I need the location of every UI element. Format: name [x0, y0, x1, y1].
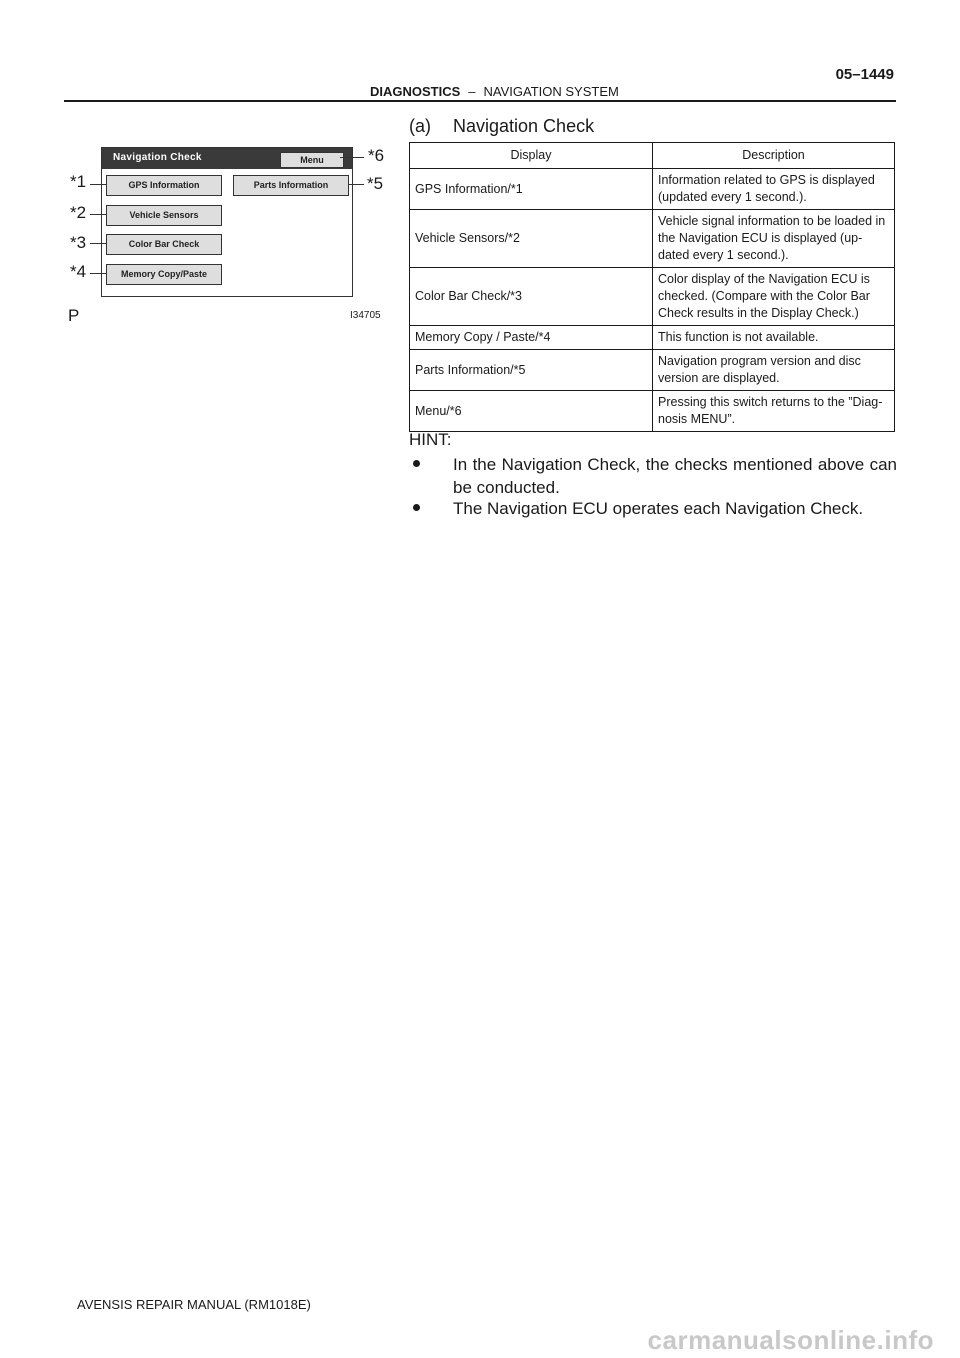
callout-3-leader	[90, 243, 106, 244]
table-cell-description: Pressing this switch returns to the ”Diag- nosis MENU”.	[653, 391, 895, 432]
navigation-check-table	[409, 142, 895, 432]
figure-corner-label: P	[68, 306, 80, 325]
table-cell-description: Navigation program version and disc version are displayed.	[653, 350, 895, 391]
gps-information-button[interactable]: GPS Information	[106, 175, 222, 196]
hint-label: HINT:	[409, 430, 452, 449]
bullet-icon	[413, 460, 420, 467]
table-cell-description: Color display of the Navigation ECU is checked. (Compare with the Color Bar Check results in the Display Check.)	[653, 268, 895, 326]
table-header-description: Description	[653, 143, 895, 169]
section-title-text: Navigation Check	[453, 116, 595, 136]
callout-3: *3	[70, 233, 87, 252]
nav-screen	[101, 147, 353, 297]
table-row	[410, 169, 895, 210]
hint-bullet-text: In the Navigation Check, the checks mentioned above can be conducted.	[453, 455, 897, 497]
callout-2: *2	[70, 203, 87, 222]
table-cell-display: GPS Information/*1	[410, 169, 653, 210]
callout-2-leader	[90, 214, 106, 215]
callout-5-leader	[348, 184, 364, 185]
parts-information-button[interactable]: Parts Information	[233, 175, 349, 196]
callout-1-leader	[90, 184, 106, 185]
navigation-check-figure	[0, 0, 400, 330]
table-cell-display: Vehicle Sensors/*2	[410, 210, 653, 268]
bullet-icon	[413, 504, 420, 511]
table-row	[410, 391, 895, 432]
header-section: DIAGNOSTICS	[370, 84, 461, 99]
watermark: carmanualsonline.info	[647, 1325, 934, 1355]
table-cell-display: Color Bar Check/*3	[410, 268, 653, 326]
page-footer: AVENSIS REPAIR MANUAL (RM1018E)	[77, 1297, 311, 1312]
table-cell-display: Memory Copy / Paste/*4	[410, 326, 653, 350]
table-cell-display: Parts Information/*5	[410, 350, 653, 391]
callout-5: *5	[367, 174, 384, 193]
color-bar-check-button[interactable]: Color Bar Check	[106, 234, 222, 255]
figure-code: I34705	[350, 310, 381, 321]
callout-6: *6	[368, 146, 385, 165]
callout-1: *1	[70, 172, 87, 191]
hint-bullet-text: The Navigation ECU operates each Navigation Check.	[453, 499, 864, 518]
hint-bullet-item	[413, 453, 897, 499]
header-dash: –	[468, 84, 476, 99]
table-cell-description: This function is not available.	[653, 326, 895, 350]
menu-button[interactable]: Menu	[280, 152, 344, 168]
table-cell-description: Vehicle signal information to be loaded in the Navigation ECU is displayed (up- dated every 1 second.).	[653, 210, 895, 268]
page-number: 05–1449	[835, 66, 894, 83]
table-cell-display: Menu/*6	[410, 391, 653, 432]
header-subsection: NAVIGATION SYSTEM	[483, 84, 619, 99]
hint-bullet-item	[413, 497, 897, 520]
table-header-display: Display	[410, 143, 653, 169]
memory-copy-paste-button[interactable]: Memory Copy/Paste	[106, 264, 222, 285]
table-row	[410, 326, 895, 350]
table-row	[410, 210, 895, 268]
page-header	[370, 84, 619, 99]
callout-4-leader	[90, 273, 106, 274]
table-row	[410, 350, 895, 391]
vehicle-sensors-button[interactable]: Vehicle Sensors	[106, 205, 222, 226]
table-row	[410, 268, 895, 326]
table-cell-description: Information related to GPS is displayed (updated every 1 second.).	[653, 169, 895, 210]
section-title	[409, 116, 594, 137]
callout-4: *4	[70, 262, 87, 281]
screen-title: Navigation Check	[113, 152, 202, 163]
callout-6-leader	[340, 157, 364, 158]
table-header-row	[410, 143, 895, 169]
section-label: (a)	[409, 116, 431, 136]
